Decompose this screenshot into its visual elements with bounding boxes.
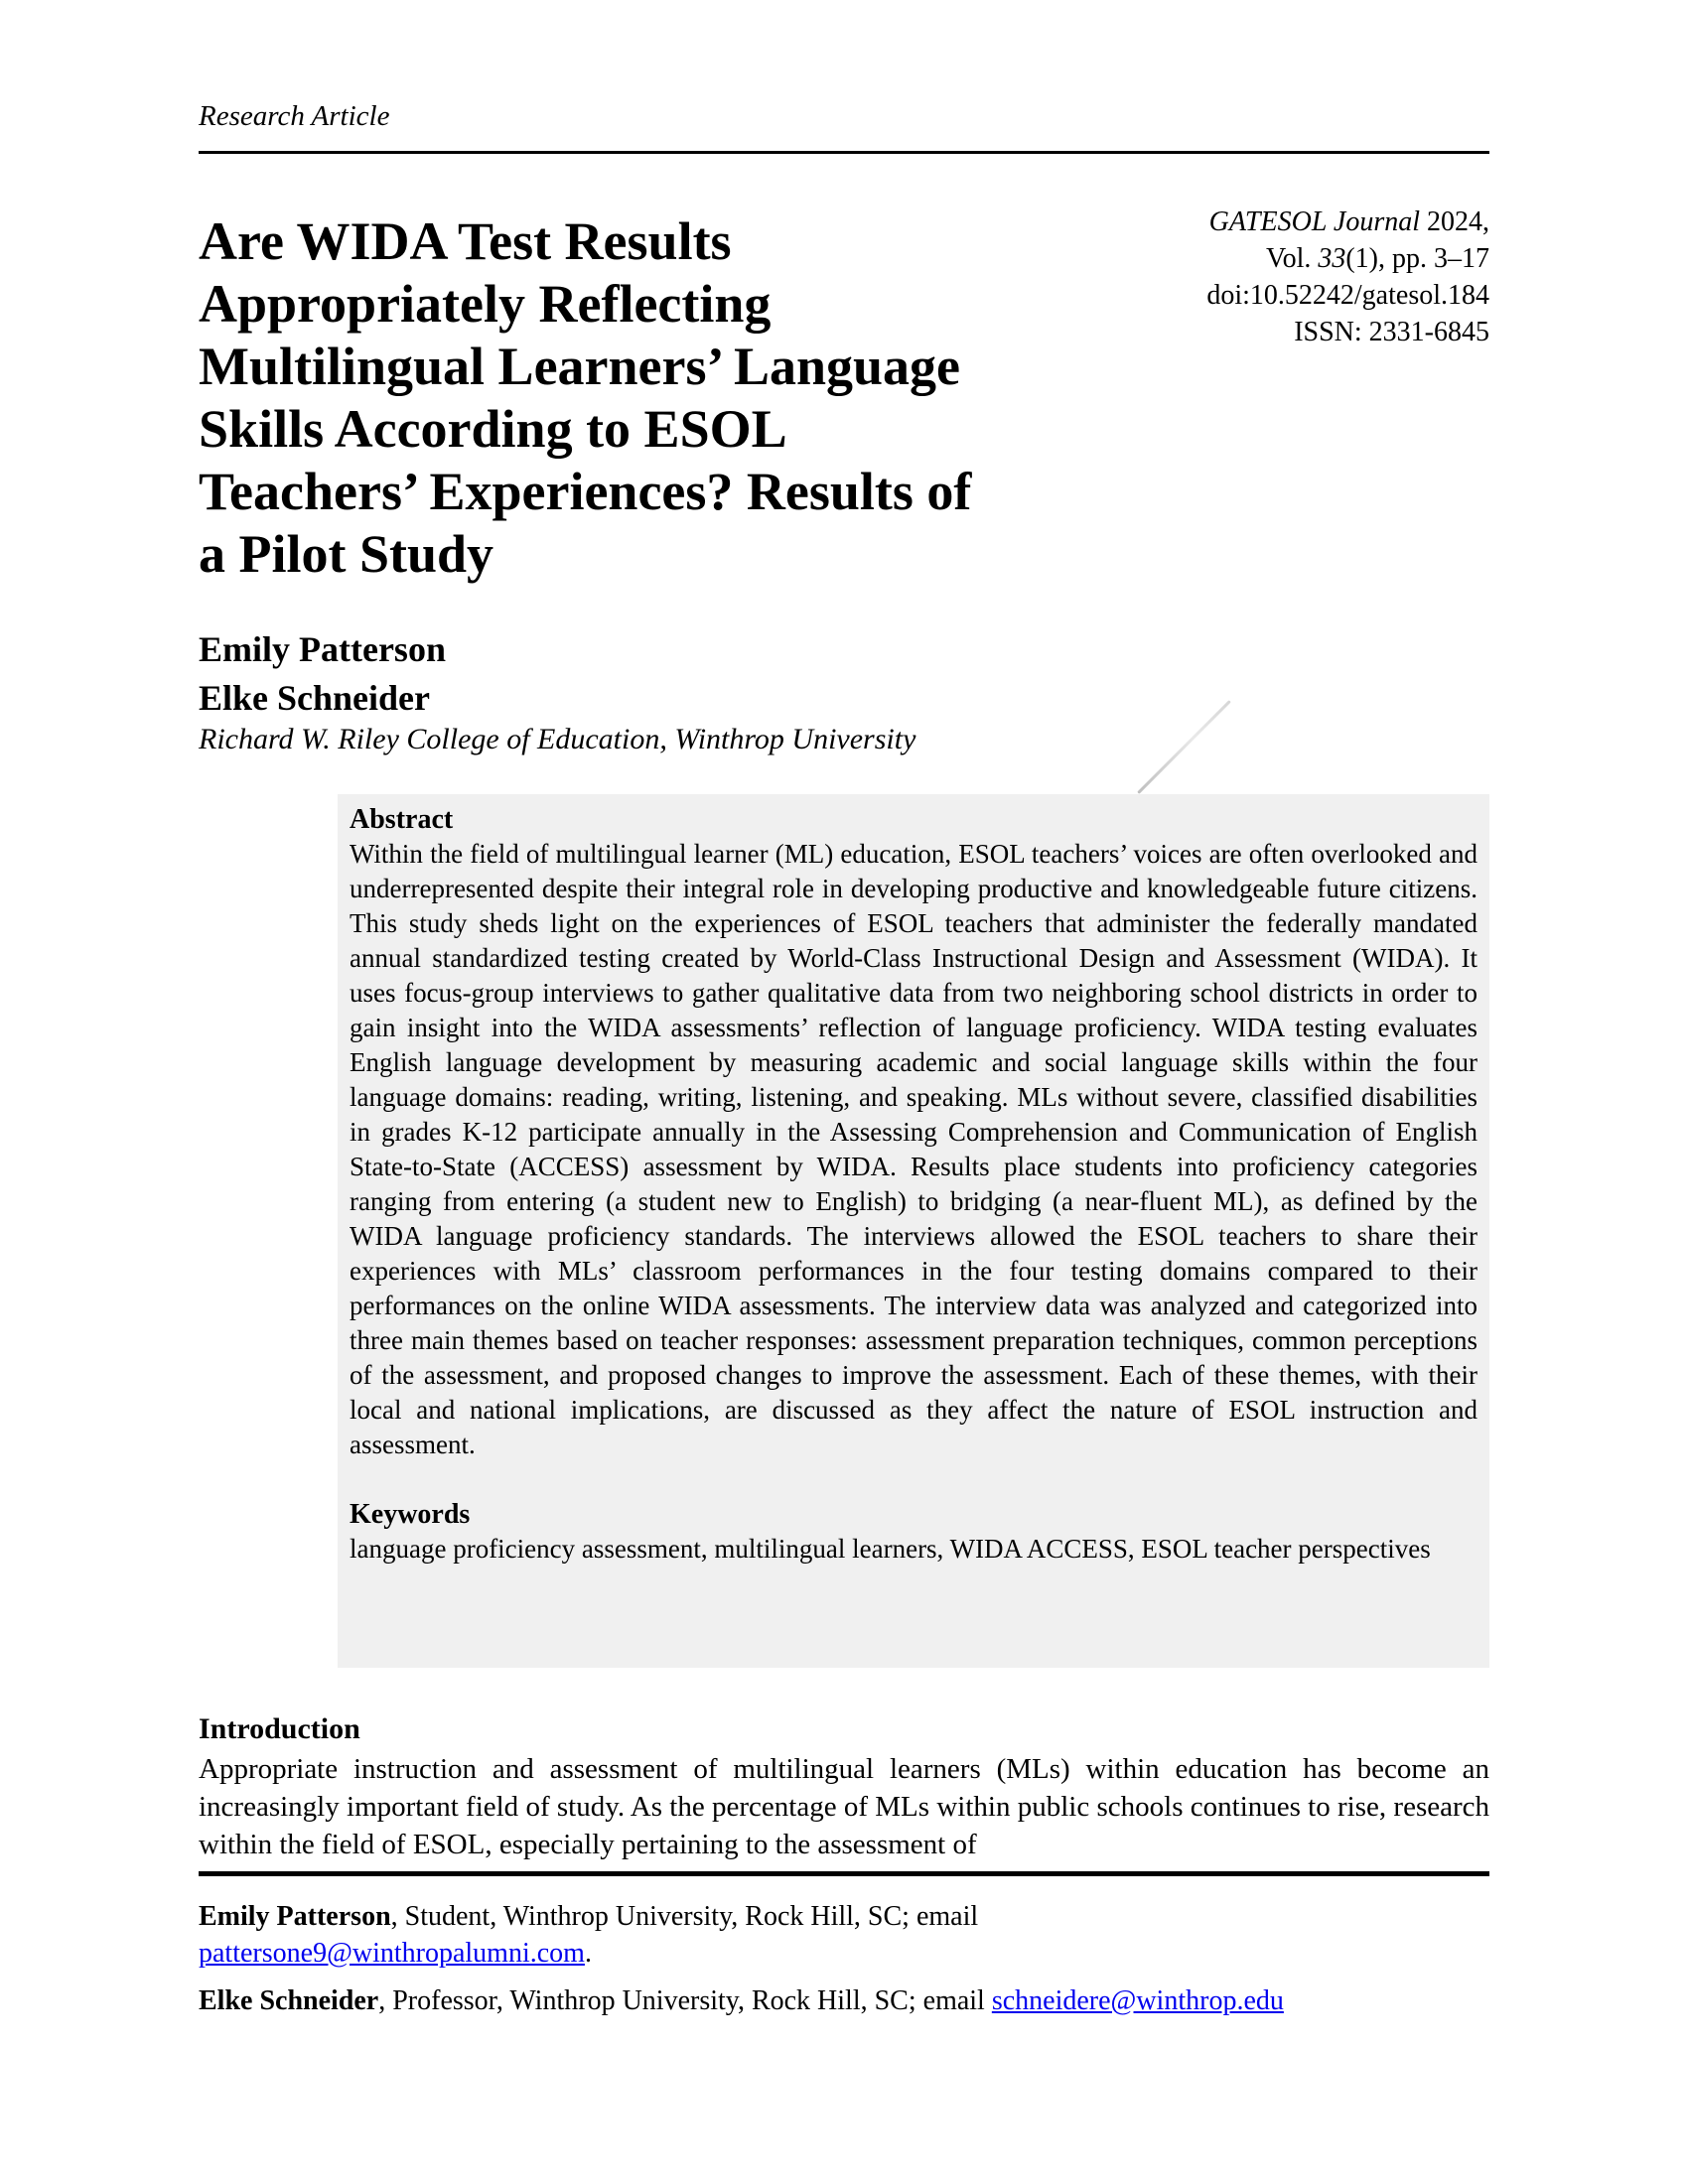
volume-pages: (1), pp. 3–17 (1345, 243, 1489, 274)
footnote-divider-rule (199, 1871, 1489, 1876)
journal-doi: doi:10.52242/gatesol.184 (1206, 280, 1489, 311)
journal-issn: ISSN: 2331-6845 (1294, 317, 1489, 347)
author-name: Emily Patterson (199, 629, 446, 669)
article-title-line: a Pilot Study (199, 524, 494, 584)
volume-number: 33 (1318, 243, 1346, 274)
diagonal-scan-artifact (1137, 700, 1231, 794)
introduction-heading: Introduction (199, 1712, 360, 1745)
footnote-author-1 (199, 1898, 1489, 1972)
article-title-line: Are WIDA Test Results (199, 211, 732, 271)
article-title-line: Appropriately Reflecting (199, 274, 772, 334)
article-title-line: Skills According to ESOL (199, 399, 787, 459)
footnote-author-2-name: Elke Schneider (199, 1985, 379, 2016)
abstract-heading: Abstract (350, 804, 454, 835)
journal-name-year (854, 204, 1489, 240)
keywords-heading: Keywords (350, 1499, 471, 1530)
introduction-text: Appropriate instruction and assessment of multilingual learners (MLs) within education has become an increasingly important field of study. As the percentage of MLs within public schools continues to rise, research within the field of ESOL, especially pertaining to the assessment of (199, 1753, 1489, 1860)
footnote-author-1-period: . (584, 1938, 592, 1969)
footnote-author-2 (199, 1982, 1489, 2019)
author-name: Elke Schneider (199, 678, 431, 718)
article-type-label: Research Article (199, 100, 390, 132)
footnote-author-2-details: , Professor, Winthrop University, Rock Hill, SC; email (378, 1985, 992, 2016)
footnote-author-2-email-link[interactable]: schneidere@winthrop.edu (991, 1985, 1284, 2016)
journal-name: GATESOL Journal (1208, 206, 1420, 237)
volume-prefix: Vol. (1265, 243, 1319, 274)
journal-citation-block (854, 204, 1489, 350)
abstract-text: Within the field of multilingual learner (ML) education, ESOL teachers’ voices are often overlooked and underrepresented despite their integral role in developing productive and knowledgeable future citizens. This study sheds light on the experiences of ESOL teachers that administer the federally mandated annual standardized testing created by World-Class Instructional Design and Assessment (WIDA). It uses focus-group interviews to gather qualitative data from two neighboring school districts in order to gain insight into the WIDA assessments’ reflection of language proficiency. WIDA testing evaluates English language development by measuring academic and social language skills within the four language domains: reading, writing, listening, and speaking. MLs without severe, classified disabilities in grades K-12 participate annually in the Assessing Comprehension and Communication of English State-to-State (ACCESS) assessment by WIDA. Results place students into proficiency categories ranging from entering (a student new to English) to bridging (a near-fluent ML), as defined by the WIDA language proficiency standards. The interviews allowed the ESOL teachers to share their experiences with MLs’ classroom performances in the four testing domains compared to their performances on the online WIDA assessments. The interview data was analyzed and categorized into three main themes based on teacher responses: assessment preparation techniques, common perceptions of the assessment, and proposed changes to improve the assessment. Each of these themes, with their local and national implications, are discussed as they affect the nature of ESOL instruction and assessment. (350, 839, 1477, 1459)
footnote-author-1-email-link[interactable]: pattersone9@winthropalumni.com (199, 1938, 585, 1969)
journal-year: 2024, (1420, 206, 1489, 237)
keywords-text: language proficiency assessment, multilingual learners, WIDA ACCESS, ESOL teacher perspectives (350, 1534, 1431, 1564)
header-divider-rule (199, 151, 1489, 154)
journal-volume-pages (854, 240, 1489, 277)
footnote-block (199, 1898, 1489, 2019)
article-title-line: Multilingual Learners’ Language (199, 337, 961, 396)
author-affiliation: Richard W. Riley College of Education, Winthrop University (199, 723, 916, 755)
footnote-author-1-name: Emily Patterson (199, 1901, 391, 1932)
footnote-author-1-details: , Student, Winthrop University, Rock Hill, SC; email (390, 1901, 979, 1932)
abstract-section (338, 794, 1489, 1668)
author-block (199, 625, 446, 723)
article-title-line: Teachers’ Experiences? Results of (199, 462, 972, 521)
